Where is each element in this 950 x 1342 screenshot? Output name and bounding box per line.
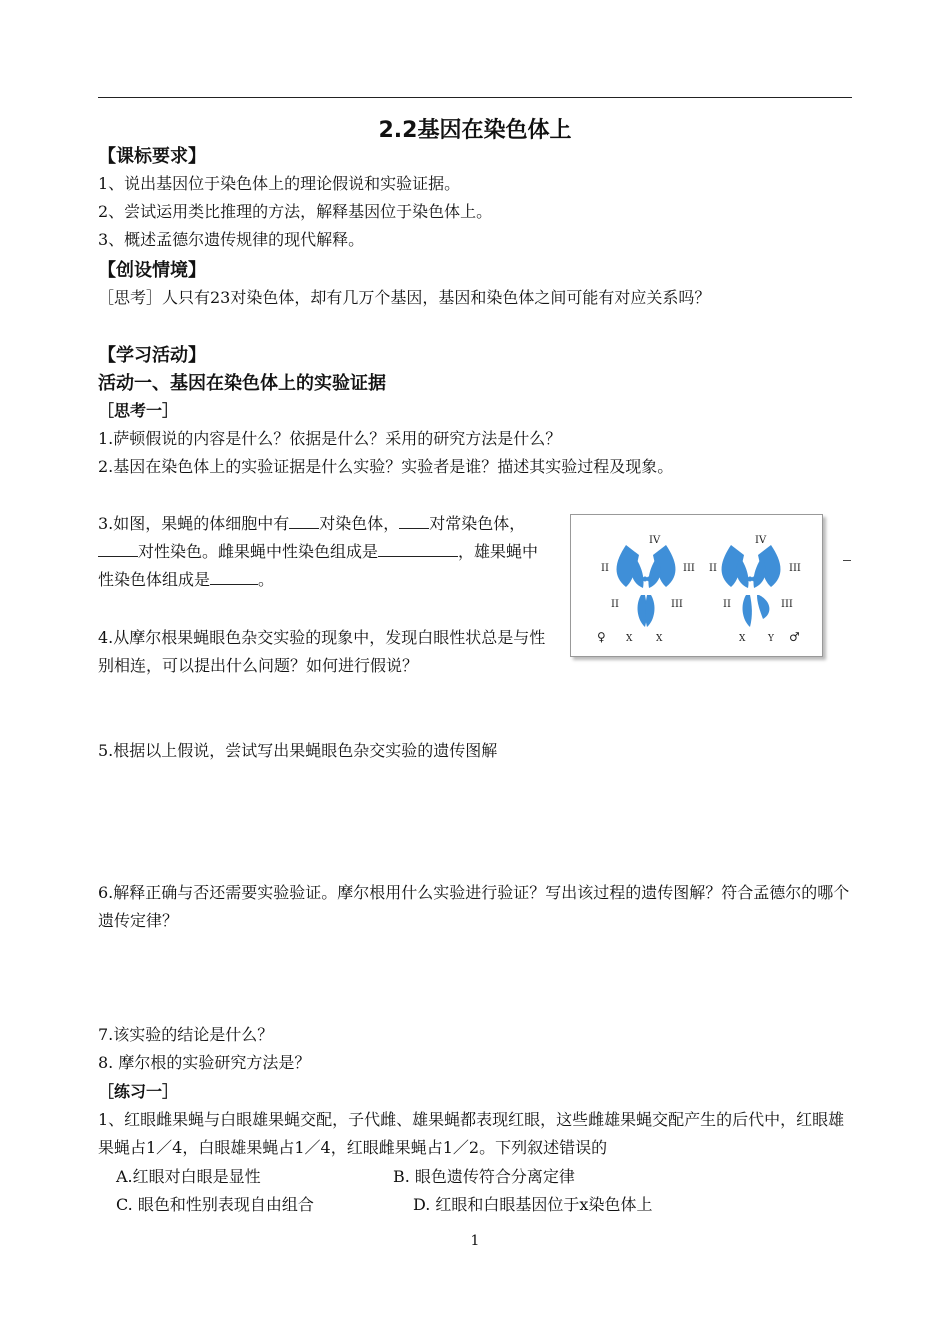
option-d[interactable]: D. 红眼和白眼基因位于x染色体上	[413, 1195, 653, 1214]
label-iv: IV	[755, 535, 767, 546]
chromosome	[743, 595, 752, 627]
page-number: 1	[470, 1233, 480, 1249]
heading-standards: 【课标要求】	[98, 146, 206, 167]
blank[interactable]	[289, 510, 319, 529]
question-1: 1.萨顿假说的内容是什么？依据是什么？采用的研究方法是什么？	[98, 429, 562, 448]
question-5: 5.根据以上假说，尝试写出果蝇眼色杂交实验的遗传图解	[98, 741, 498, 760]
blank[interactable]	[210, 566, 258, 585]
option-b[interactable]: B. 眼色遗传符合分离定律	[393, 1167, 575, 1186]
question-3: 3.如图，果蝇的体细胞中有 对染色体， 对常染色体，对性染色。雌果蝇中性染色组成是 ，雄果蝇中性染色体组成是 。	[98, 510, 554, 594]
situation-think: ［思考］人只有23对染色体，却有几万个基因，基因和染色体之间可能有对应关系吗？	[98, 288, 711, 307]
heading-activity: 【学习活动】	[98, 345, 206, 366]
standard-item-1: 1、说出基因位于染色体上的理论假说和实验证据。	[98, 174, 461, 193]
label-ii: II	[709, 563, 717, 574]
chromosome	[631, 560, 643, 588]
y-chromosome-label: Y	[768, 634, 774, 644]
chromosome	[645, 595, 654, 627]
question-8: 8. 摩尔根的实验研究方法是？	[98, 1053, 311, 1072]
standard-item-2: 2、尝试运用类比推理的方法，解释基因位于染色体上。	[98, 202, 493, 221]
label-iii: III	[789, 563, 801, 574]
blank[interactable]	[378, 538, 442, 557]
option-c[interactable]: C. 眼色和性别表现自由组合	[116, 1195, 314, 1214]
activity-one-title: 活动一、基因在染色体上的实验证据	[98, 373, 386, 394]
x-chromosome-label: X	[626, 634, 633, 644]
heading-situation: 【创设情境】	[98, 260, 206, 281]
blank[interactable]	[399, 510, 429, 529]
chromosome	[752, 577, 757, 582]
header-rule	[98, 97, 852, 98]
question-2: 2.基因在染色体上的实验证据是什么实验？实验者是谁？描述其实验过程及现象。	[98, 457, 674, 476]
option-a[interactable]: A.红眼对白眼是显性	[116, 1167, 261, 1186]
blank[interactable]	[442, 538, 458, 557]
male-karyotype	[709, 535, 801, 644]
x-chromosome-label: X	[739, 634, 746, 644]
label-iv: IV	[649, 535, 661, 546]
female-symbol: ♀	[597, 630, 606, 644]
margin-dash	[843, 560, 851, 561]
chromosome	[647, 577, 652, 582]
label-ii-lower: II	[723, 599, 731, 610]
fruit-fly-karyotype-figure	[570, 514, 823, 657]
karyotype-diagram	[571, 515, 822, 656]
practice-question-1: 1、红眼雌果蝇与白眼雄果蝇交配，子代雌、雄果蝇都表现红眼，这些雌雄果蝇交配产生的后代中，红眼雄果蝇占1／4，白眼雄果蝇占1／4，红眼雌果蝇占1／2。下列叙述错误的	[98, 1110, 845, 1157]
label-iii-lower: III	[671, 599, 683, 610]
label-iii: III	[683, 563, 695, 574]
label-ii: II	[601, 563, 609, 574]
male-symbol: ♂	[789, 630, 800, 644]
blank[interactable]	[98, 538, 138, 557]
label-ii-lower: II	[611, 599, 619, 610]
chromosome	[736, 560, 748, 588]
x-chromosome-label: X	[656, 634, 663, 644]
chromosome	[753, 560, 765, 588]
question-7: 7.该实验的结论是什么？	[98, 1025, 274, 1044]
page-title: 2.2基因在染色体上	[378, 118, 572, 143]
think-one-label: ［思考一］	[98, 401, 179, 420]
chromosome	[648, 560, 660, 588]
chromosome	[757, 595, 769, 619]
female-karyotype	[597, 535, 695, 644]
standard-item-3: 3、概述孟德尔遗传规律的现代解释。	[98, 230, 365, 249]
label-iii-lower: III	[781, 599, 793, 610]
question-4: 4.从摩尔根果蝇眼色杂交实验的现象中，发现白眼性状总是与性别相连，可以提出什么问题？如何进行假说？	[98, 628, 546, 675]
question-6: 6.解释正确与否还需要实验验证。摩尔根用什么实验进行验证？写出该过程的遗传图解？符合孟德尔的哪个遗传定律？	[98, 883, 850, 930]
practice-one-label: ［练习一］	[98, 1082, 179, 1101]
